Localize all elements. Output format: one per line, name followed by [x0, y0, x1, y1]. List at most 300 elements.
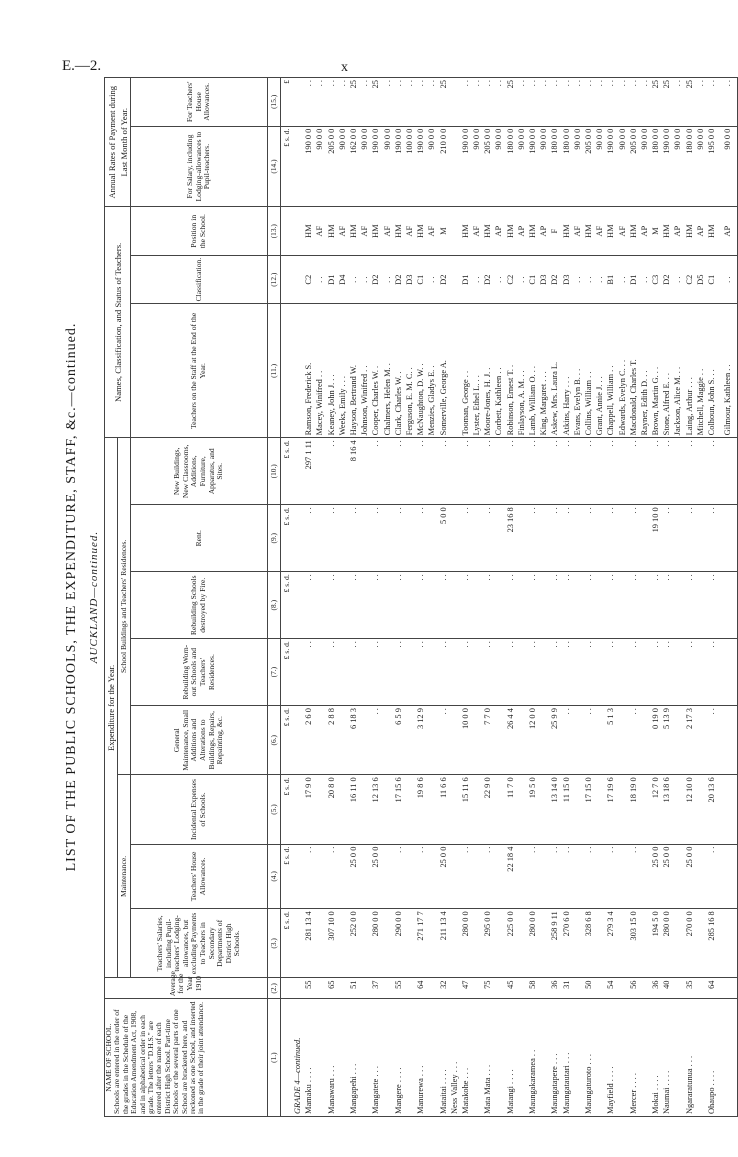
incidental-expenses-cell [292, 775, 303, 844]
new-buildings-cell [426, 438, 437, 505]
position-cell: M [438, 207, 449, 256]
classification-cell: D3 [538, 255, 549, 303]
salary-rate-cell: 190 0 0 [527, 126, 538, 207]
fire-rebuilding-cell [572, 572, 583, 639]
house-allowance-cell [538, 844, 549, 909]
salaries-cell: 211 13 4 [438, 909, 449, 978]
classification-cell: D1 [628, 255, 639, 303]
salary-rate-cell: 190 0 0 [303, 126, 314, 207]
incidental-expenses-cell: 16 11 0 [348, 775, 359, 844]
salary-rate-cell: 190 0 0 [415, 126, 426, 207]
worn-out-rebuilding-cell: . . [628, 639, 639, 706]
average-attendance-cell [494, 978, 505, 999]
rent-cell [717, 505, 738, 572]
table-row [303, 78, 314, 1117]
column-number: (6.) [268, 706, 281, 775]
fire-rebuilding-cell [382, 572, 393, 639]
new-buildings-cell [471, 438, 482, 505]
unit-worn: £ s. d. [281, 639, 293, 706]
salaries-cell: 279 3 4 [605, 909, 616, 978]
general-maintenance-cell [538, 706, 549, 775]
worn-out-rebuilding-cell: . . [661, 639, 672, 706]
house-allowance-rate-cell: 25 [661, 78, 672, 127]
classification-cell: C2 [505, 255, 516, 303]
average-attendance-cell: 65 [326, 978, 337, 999]
worn-out-rebuilding-cell: . . [684, 639, 695, 706]
page-header-right: x [341, 60, 348, 75]
worn-out-rebuilding-cell: . . [505, 639, 516, 706]
classification-cell: . . [359, 255, 370, 303]
fire-rebuilding-cell: . . [438, 572, 449, 639]
average-attendance-cell: 58 [527, 978, 538, 999]
column-number: (7.) [268, 639, 281, 706]
average-attendance-cell: 64 [415, 978, 426, 999]
classification-cell: D2 [371, 255, 382, 303]
average-attendance-cell: 50 [583, 978, 594, 999]
salaries-cell: 225 0 0 [505, 909, 516, 978]
house-allowance-cell: . . [303, 844, 314, 909]
incidental-expenses-cell: 20 13 6 [706, 775, 717, 844]
worn-out-rebuilding-cell [359, 639, 370, 706]
incidental-expenses-cell [594, 775, 605, 844]
general-maintenance-cell [594, 706, 605, 775]
house-allowance-cell [516, 844, 527, 909]
classification-cell: . . [717, 255, 738, 303]
incidental-expenses-cell [617, 775, 628, 844]
table-row [628, 78, 639, 1117]
classification-cell: B1 [605, 255, 616, 303]
position-cell: HM [684, 207, 695, 256]
worn-out-rebuilding-cell: . . [303, 639, 314, 706]
classification-cell: . . [617, 255, 628, 303]
new-buildings-cell: 8 16 4 [348, 438, 359, 505]
salaries-cell [337, 909, 348, 978]
worn-out-rebuilding-cell [572, 639, 583, 706]
classification-cell: D2 [438, 255, 449, 303]
teacher-name-cell: Gilmour, Kathleen . . [717, 304, 738, 438]
teacher-name-cell: Mitchell, Maggie . . [695, 304, 706, 438]
fire-rebuilding-cell: . . [684, 572, 695, 639]
incidental-expenses-cell: 12 13 6 [371, 775, 382, 844]
school-name-cell [516, 999, 527, 1117]
rent-cell: . . [326, 505, 337, 572]
rotated-page [60, 77, 732, 1117]
worn-out-rebuilding-cell: . . [438, 639, 449, 706]
unit-house: £ s. d. [281, 844, 293, 909]
average-attendance-cell [471, 978, 482, 999]
salaries-cell: 285 16 8 [706, 909, 717, 978]
rent-cell: 5 0 0 [438, 505, 449, 572]
salaries-cell [426, 909, 437, 978]
worn-out-rebuilding-cell: . . [550, 639, 561, 706]
rent-cell [382, 505, 393, 572]
house-allowance-cell [359, 844, 370, 909]
fire-rebuilding-cell [359, 572, 370, 639]
position-cell [292, 207, 303, 256]
position-cell: HM [482, 207, 493, 256]
column-number: (5.) [268, 775, 281, 844]
general-maintenance-cell [673, 706, 684, 775]
house-allowance-rate-cell: . . [617, 78, 628, 127]
classification-cell [449, 255, 460, 303]
house-allowance-rate-cell: . . [717, 78, 738, 127]
average-attendance-cell: 40 [661, 978, 672, 999]
position-cell: HM [583, 207, 594, 256]
rent-cell: . . [561, 505, 572, 572]
rent-cell: . . [706, 505, 717, 572]
house-allowance-cell [639, 844, 650, 909]
fire-rebuilding-cell [337, 572, 348, 639]
general-maintenance-cell: . . [371, 706, 382, 775]
fire-rebuilding-cell: . . [561, 572, 572, 639]
table-row [326, 78, 337, 1117]
position-cell: AP [516, 207, 527, 256]
average-attendance-cell [639, 978, 650, 999]
position-cell: F [550, 207, 561, 256]
general-maintenance-cell [404, 706, 415, 775]
fire-rebuilding-cell [617, 572, 628, 639]
incidental-expenses-cell: 11 15 0 [561, 775, 572, 844]
worn-out-rebuilding-cell [594, 639, 605, 706]
general-maintenance-cell: 2 6 0 [303, 706, 314, 775]
fire-rebuilding-cell [449, 572, 460, 639]
school-name-cell [426, 999, 437, 1117]
general-maintenance-cell [494, 706, 505, 775]
worn-out-rebuilding-cell: . . [371, 639, 382, 706]
salary-rate-cell: 90 0 0 [617, 126, 628, 207]
school-name-cell: Naumai . . . . [661, 999, 672, 1117]
general-maintenance-cell [292, 706, 303, 775]
table-row [348, 78, 359, 1117]
teacher-name-cell: Chappell, William . . [605, 304, 616, 438]
new-buildings-cell: . . [650, 438, 661, 505]
worn-out-rebuilding-cell: . . [326, 639, 337, 706]
new-buildings-cell [717, 438, 738, 505]
position-cell [449, 207, 460, 256]
school-name-cell: Maungatapere . . . [550, 999, 561, 1117]
general-maintenance-cell [516, 706, 527, 775]
house-allowance-rate-cell: . . [494, 78, 505, 127]
salaries-cell [315, 909, 326, 978]
rent-cell: . . [415, 505, 426, 572]
worn-out-rebuilding-cell: . . [650, 639, 661, 706]
school-name-cell [337, 999, 348, 1117]
column-number: (10.) [268, 438, 281, 505]
incidental-expenses-cell: 20 8 0 [326, 775, 337, 844]
house-allowance-cell: . . [460, 844, 471, 909]
classification-cell: D5 [695, 255, 706, 303]
table-row [359, 78, 370, 1117]
unit-salary-rate: £ s. d. [281, 126, 293, 207]
house-allowance-cell: . . [482, 844, 493, 909]
unit-newb: £ s. d. [281, 438, 293, 505]
salaries-cell: 281 13 4 [303, 909, 314, 978]
general-maintenance-cell: 7 7 0 [482, 706, 493, 775]
school-name-cell: Mata Mata . . . [482, 999, 493, 1117]
classification-cell: C1 [706, 255, 717, 303]
school-name-cell [572, 999, 583, 1117]
average-attendance-cell [572, 978, 583, 999]
classification-cell: . . [639, 255, 650, 303]
school-name-cell: Ngararatunua . . . [684, 999, 695, 1117]
salary-rate-cell: 205 0 0 [482, 126, 493, 207]
buildings-header: School Buildings and Teachers' Residences. [118, 438, 131, 775]
general-maintenance-cell: 12 0 0 [527, 706, 538, 775]
table-row [292, 78, 303, 1117]
maintenance-header: Maintenance. [118, 775, 131, 978]
fire-rebuilding-cell: . . [583, 572, 594, 639]
average-attendance-cell [404, 978, 415, 999]
table-row [717, 78, 738, 1117]
salary-rate-cell: 190 0 0 [393, 126, 404, 207]
position-cell: AP [538, 207, 549, 256]
new-buildings-cell [494, 438, 505, 505]
average-attendance-cell: 64 [706, 978, 717, 999]
average-attendance-cell: 51 [348, 978, 359, 999]
table-row [315, 78, 326, 1117]
unit-fire: £ s. d. [281, 572, 293, 639]
fire-rebuilding-cell: . . [460, 572, 471, 639]
house-allowance-cell: 25 0 0 [661, 844, 672, 909]
fire-rebuilding-cell: . . [628, 572, 639, 639]
house-allowance-rate-cell: . . [605, 78, 616, 127]
new-buildings-cell: 297 1 11 [303, 438, 314, 505]
table-row [471, 78, 482, 1117]
table-row [404, 78, 415, 1117]
classification-cell: . . [426, 255, 437, 303]
house-allowance-rate-cell: . . [639, 78, 650, 127]
table-row [706, 78, 717, 1117]
rent-cell: . . [527, 505, 538, 572]
classification-cell: . . [594, 255, 605, 303]
rent-cell: . . [460, 505, 471, 572]
house-allowance-rate-cell [292, 78, 303, 127]
general-maintenance-cell: 5 1 3 [605, 706, 616, 775]
teacher-name-cell: Johnson, Winifred . . [359, 304, 370, 438]
average-attendance-cell [292, 978, 303, 999]
salary-rate-cell [292, 126, 303, 207]
house-allowance-cell [382, 844, 393, 909]
house-allowance-rate-cell: . . [695, 78, 706, 127]
house-allowance-rate-cell: . . [426, 78, 437, 127]
classification-cell: D2 [661, 255, 672, 303]
new-buildings-cell: . . [438, 438, 449, 505]
table-row [393, 78, 404, 1117]
house-allowances-header: Teachers' House Allowances. [131, 844, 268, 909]
new-buildings-cell: . . [583, 438, 594, 505]
fire-rebuilding-cell: . . [550, 572, 561, 639]
salary-rate-cell: 190 0 0 [460, 126, 471, 207]
worn-out-rebuilding-cell [617, 639, 628, 706]
rent-cell: . . [482, 505, 493, 572]
position-cell: AF [382, 207, 393, 256]
column-number: (1.) [268, 999, 281, 1117]
teacher-name-cell [449, 304, 460, 438]
incidental-expenses-cell [494, 775, 505, 844]
school-name-cell: Matangi . . . . [505, 999, 516, 1117]
school-name-cell: Mangere . . . . [393, 999, 404, 1117]
house-allowance-rate-cell: . . [594, 78, 605, 127]
classification-cell: . . [382, 255, 393, 303]
rent-cell [471, 505, 482, 572]
teacher-name-cell: Atkins, Harry . . . [561, 304, 572, 438]
incidental-expenses-cell: 11 7 0 [505, 775, 516, 844]
house-allowance-cell [471, 844, 482, 909]
worn-out-rebuilding-cell [717, 639, 738, 706]
rent-cell: 19 10 0 [650, 505, 661, 572]
incidental-expenses-cell [471, 775, 482, 844]
rent-cell: . . [393, 505, 404, 572]
house-allowance-cell [426, 844, 437, 909]
average-attendance-cell: 55 [303, 978, 314, 999]
general-maintenance-cell [449, 706, 460, 775]
table-row [572, 78, 583, 1117]
position-cell: AP [717, 207, 738, 256]
salaries-cell: 280 0 0 [460, 909, 471, 978]
fire-rebuilding-cell [471, 572, 482, 639]
column-number: (2.) [268, 978, 281, 999]
new-buildings-cell [639, 438, 650, 505]
fire-rebuilding-cell [594, 572, 605, 639]
school-name-cell: Mayfield . . . . [605, 999, 616, 1117]
general-maintenance-cell [717, 706, 738, 775]
incidental-expenses-cell: 17 9 0 [303, 775, 314, 844]
position-cell: HM [393, 207, 404, 256]
new-buildings-cell: . . [482, 438, 493, 505]
rent-cell [404, 505, 415, 572]
position-cell: AP [673, 207, 684, 256]
incidental-expenses-cell [359, 775, 370, 844]
teacher-name-cell: Cooper, Charles W. . [371, 304, 382, 438]
fire-rebuilding-cell [494, 572, 505, 639]
teacher-name-cell: King, Margaret . . . [538, 304, 549, 438]
table-row [661, 78, 672, 1117]
house-allowance-cell: 25 0 0 [438, 844, 449, 909]
rent-cell [617, 505, 628, 572]
column-number-row [268, 78, 281, 1117]
fire-rebuilding-cell: . . [661, 572, 672, 639]
house-allowance-rate-cell [449, 78, 460, 127]
school-name-cell [673, 999, 684, 1117]
general-maintenance-cell [315, 706, 326, 775]
fire-rebuilding-cell: . . [393, 572, 404, 639]
worn-out-rebuilding-cell [516, 639, 527, 706]
column-number: (8.) [268, 572, 281, 639]
school-name-note: Schools are entered in the order of the grades in the Schedule of the Education Amendment Act, 1908, and in alphabetical order in each grade. The letters "D.H.S." are entered after the name of each District High School. Part-time Schools or the several parts of one School are bracketed here, and reckoned as one School, and inserted in the grade of their joint attendance. [112, 1001, 206, 1114]
house-allowance-cell [673, 844, 684, 909]
table-row [550, 78, 561, 1117]
salaries-cell: 194 5 0 [650, 909, 661, 978]
position-cell: AP [639, 207, 650, 256]
house-allowance-cell: 25 0 0 [371, 844, 382, 909]
worn-out-rebuilding-cell: . . [348, 639, 359, 706]
table-row [482, 78, 493, 1117]
salaries-cell: 290 0 0 [393, 909, 404, 978]
house-allowance-rate-cell: 25 [371, 78, 382, 127]
rent-cell: 23 16 8 [505, 505, 516, 572]
salary-rate-cell: 100 0 0 [404, 126, 415, 207]
average-attendance-cell [673, 978, 684, 999]
table-row [617, 78, 628, 1117]
school-name-cell [359, 999, 370, 1117]
school-name-cell: Mataitai . . . . [438, 999, 449, 1117]
general-maintenance-cell: 6 5 9 [393, 706, 404, 775]
teacher-name-cell: Hayson, Bertrand W. [348, 304, 359, 438]
table-row [426, 78, 437, 1117]
position-cell: AF [404, 207, 415, 256]
school-name-cell: Matakohe . . . [460, 999, 471, 1117]
salaries-cell [404, 909, 415, 978]
school-name-cell: Maungatautari . . . [561, 999, 572, 1117]
position-cell: HM [561, 207, 572, 256]
incidental-expenses-cell [315, 775, 326, 844]
column-number: (15.) [268, 78, 281, 127]
table-row [527, 78, 538, 1117]
position-cell: HM [326, 207, 337, 256]
incidental-expenses-cell: 22 9 0 [482, 775, 493, 844]
rent-cell [594, 505, 605, 572]
column-number: (11.) [268, 304, 281, 438]
expenditure-header: Expenditure for the Year. [105, 438, 118, 978]
rent-cell [673, 505, 684, 572]
column-number: (13.) [268, 207, 281, 256]
table-row [594, 78, 605, 1117]
salary-rate-cell: 90 0 0 [471, 126, 482, 207]
general-maintenance-cell: . . [561, 706, 572, 775]
teacher-name-cell: Chalmers, Helen M. . [382, 304, 393, 438]
school-name-cell [382, 999, 393, 1117]
school-name-cell: Mangapehi . . . [348, 999, 359, 1117]
general-maintenance-cell: 10 0 0 [460, 706, 471, 775]
unit-incidental: £ s. d. [281, 775, 293, 844]
house-allowance-rate-cell: . . [583, 78, 594, 127]
teacher-name-cell: Finlayson, A. M. . . [516, 304, 527, 438]
house-allowance-cell: . . [326, 844, 337, 909]
average-attendance-cell: 36 [550, 978, 561, 999]
fire-rebuilding-cell [516, 572, 527, 639]
average-attendance-cell [382, 978, 393, 999]
column-number: (14.) [268, 126, 281, 207]
position-cell: AF [359, 207, 370, 256]
salaries-cell [359, 909, 370, 978]
position-cell: AF [337, 207, 348, 256]
new-buildings-cell [673, 438, 684, 505]
new-buildings-cell [695, 438, 706, 505]
rent-header: Rent. [131, 505, 268, 572]
teacher-name-cell: Somerville, George A. [438, 304, 449, 438]
house-allowance-rate-cell: . . [393, 78, 404, 127]
fire-rebuilding-cell: . . [348, 572, 359, 639]
house-allowance-cell [572, 844, 583, 909]
position-cell: AF [617, 207, 628, 256]
school-name-cell: Mercer . . . . [628, 999, 639, 1117]
house-allowance-rate-cell: . . [550, 78, 561, 127]
table-row [673, 78, 684, 1117]
worn-out-rebuilding-cell: . . [415, 639, 426, 706]
average-attendance-cell [594, 978, 605, 999]
school-name-cell: Maungaturoto . . . [583, 999, 594, 1117]
page-title: LIST OF THE PUBLIC SCHOOLS, THE EXPENDITURE, STAFF, &c.—continued. [64, 322, 79, 872]
position-cell: AF [594, 207, 605, 256]
worn-out-rebuilding-cell [639, 639, 650, 706]
new-buildings-cell [538, 438, 549, 505]
school-name-title: NAME OF SCHOOL. [104, 1023, 113, 1092]
salary-rate-cell: 180 0 0 [684, 126, 695, 207]
fire-rebuilding-cell [673, 572, 684, 639]
position-cell: HM [628, 207, 639, 256]
new-buildings-cell: . . [415, 438, 426, 505]
worn-out-rebuilding-cell: . . [583, 639, 594, 706]
